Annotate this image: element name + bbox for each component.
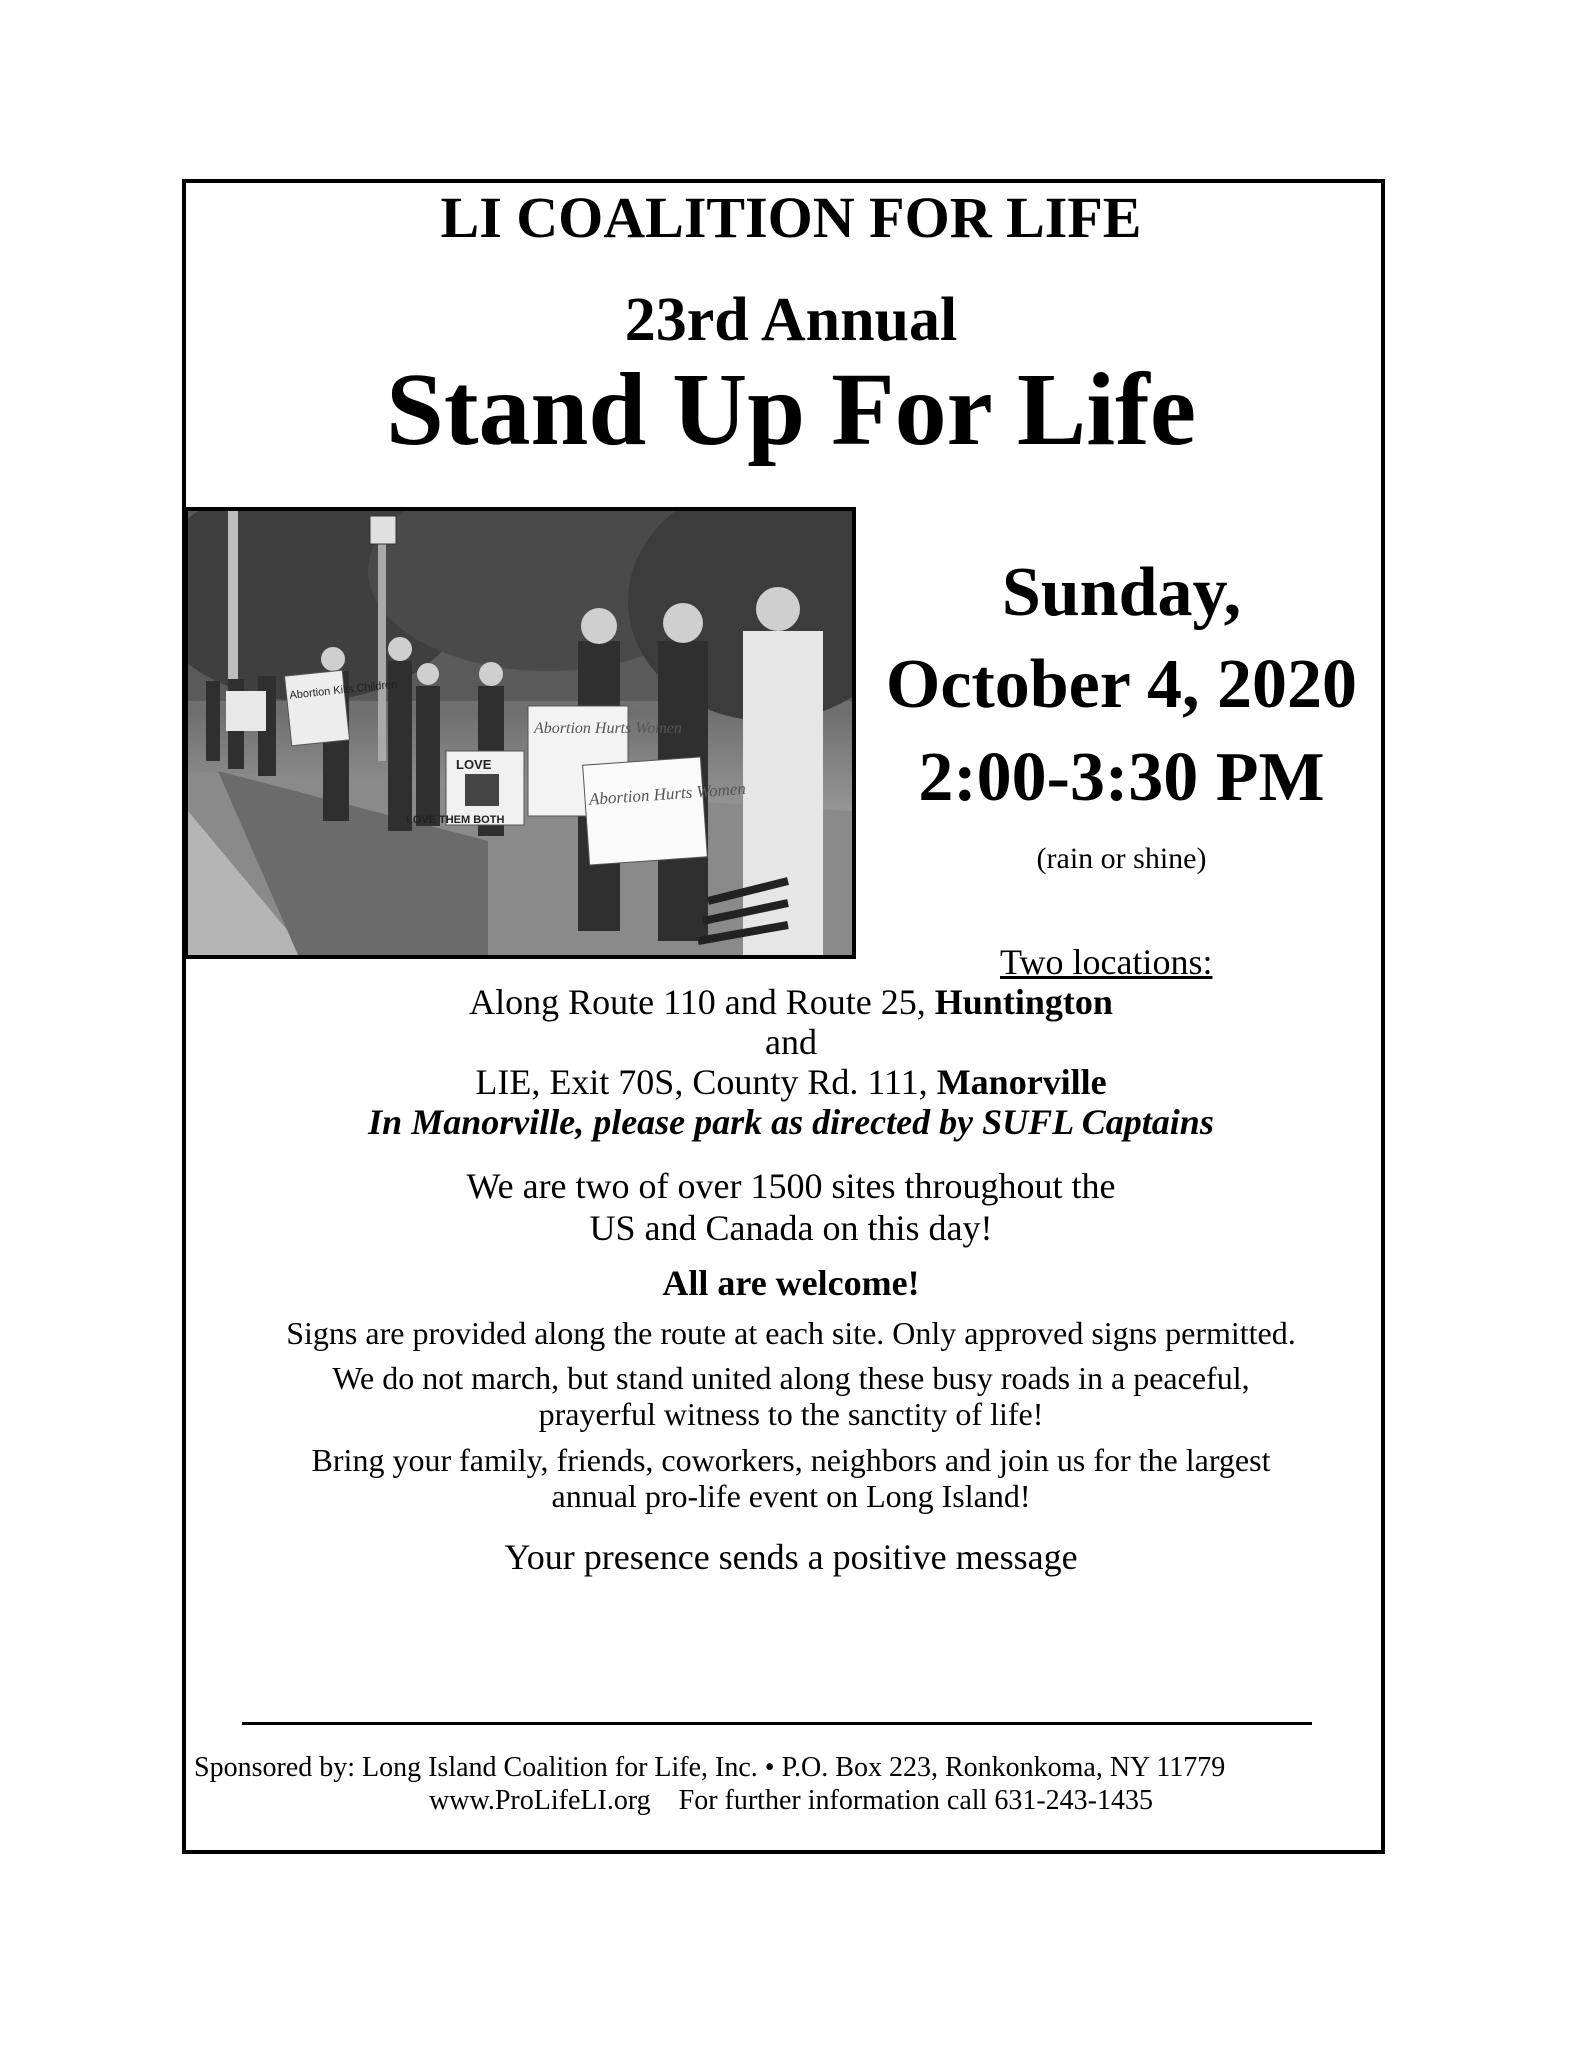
- organization-title: LI COALITION FOR LIFE: [440, 185, 1142, 250]
- presence-text: Your presence sends a positive message: [504, 1537, 1078, 1577]
- website-link[interactable]: www.ProLifeLI.org: [429, 1785, 651, 1816]
- locations-heading: Two locations:: [1000, 942, 1213, 982]
- sign-text-4: Abortion Hurts Women: [534, 720, 682, 737]
- sign-text-5: Abortion Hurts Women: [588, 778, 747, 809]
- location-2: [0, 1061, 1582, 1103]
- sites-line-2: US and Canada on this day!: [589, 1208, 993, 1248]
- parking-note: In Manorville, please park as directed by SUFL Captains: [368, 1102, 1214, 1142]
- event-photo-illustration: [188, 511, 852, 955]
- location-2-text: LIE, Exit 70S, County Rd. 111,: [475, 1062, 937, 1102]
- signs-note: Signs are provided along the route at each site. Only approved signs permitted.: [286, 1315, 1296, 1351]
- sign-text-2: LOVE: [456, 757, 492, 772]
- bring-line-1: Bring your family, friends, coworkers, neighbors and join us for the largest: [311, 1442, 1271, 1478]
- and-text: and: [765, 1022, 817, 1062]
- weather-note: (rain or shine): [1036, 842, 1207, 875]
- sign-text-3: LOVE THEM BOTH: [406, 814, 505, 826]
- event-time: 2:00-3:30 PM: [918, 739, 1325, 816]
- bring-line-2: annual pro-life event on Long Island!: [551, 1478, 1031, 1514]
- annual-subtitle: 23rd Annual: [624, 286, 958, 354]
- march-line-1: We do not march, but stand united along these busy roads in a peaceful,: [332, 1360, 1250, 1396]
- event-photo: [184, 507, 856, 959]
- welcome-text: All are welcome!: [662, 1263, 920, 1303]
- event-title: Stand Up For Life: [386, 352, 1196, 467]
- phone-info: For further information call 631-243-1435: [678, 1785, 1153, 1816]
- march-line-2: prayerful witness to the sanctity of life!: [538, 1396, 1044, 1432]
- location-1-text: Along Route 110 and Route 25,: [469, 982, 935, 1022]
- location-2-town: Manorville: [936, 1062, 1107, 1102]
- sign-text-1: Abortion Kills Children: [288, 678, 398, 702]
- footer-divider: [242, 1722, 1312, 1725]
- location-1: [0, 981, 1582, 1023]
- event-day: Sunday,: [1001, 554, 1242, 631]
- sites-line-1: We are two of over 1500 sites throughout the: [466, 1166, 1116, 1206]
- sponsor-line: Sponsored by: Long Island Coalition for Life, Inc. • P.O. Box 223, Ronkonkoma, NY 11779: [194, 1752, 1226, 1783]
- location-1-town: Huntington: [934, 982, 1113, 1022]
- contact-line: [0, 1785, 1582, 1817]
- event-date: October 4, 2020: [885, 646, 1358, 723]
